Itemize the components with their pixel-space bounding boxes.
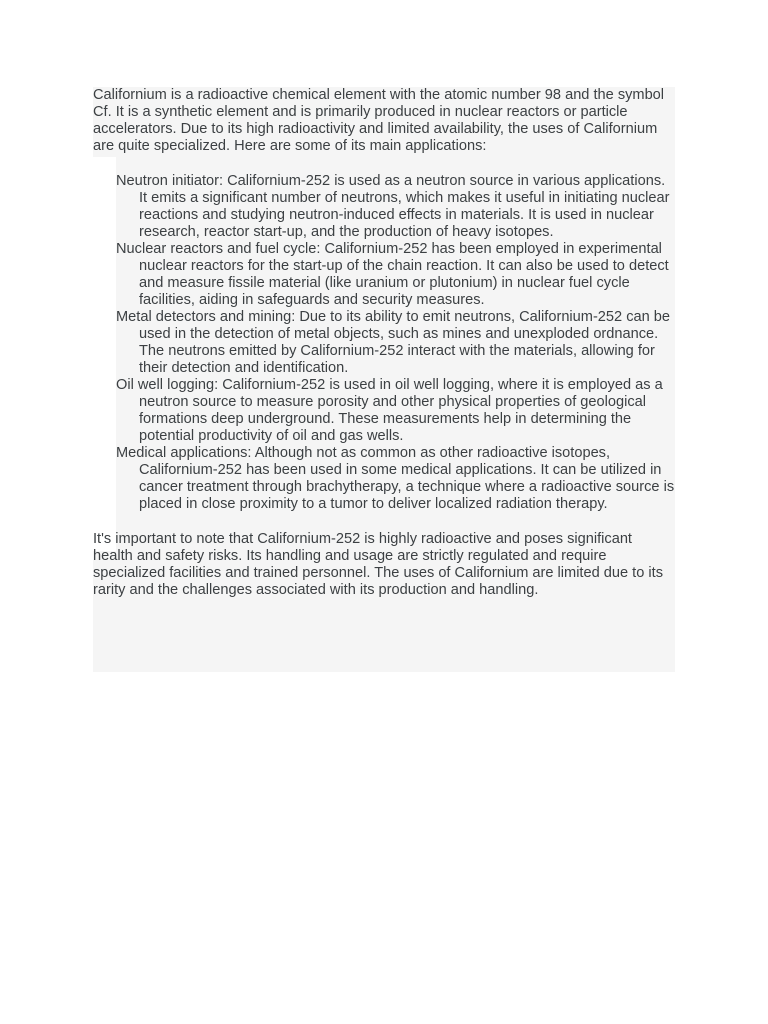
intro-paragraph: Californium is a radioactive chemical element with the atomic number 98 and the symbol Cf. It is a synthetic element and is primarily produced in nuclear reactors or particle accelerators. Due to its high radioactivity and limited availability, the uses of Californium are quite specialized. Here are some of its main applications: (93, 87, 665, 154)
document-body (93, 87, 675, 672)
text-content (93, 87, 675, 599)
applications-list (93, 173, 675, 513)
list-item-medical-applications: Medical applications: Although not as common as other radioactive isotopes, Californium-252 has been used in some medical applications. It can be utilized in cancer treatment through brachytherapy, a technique where a radioactive source is placed in close proximity to a tumor to deliver localized radiation therapy. (116, 445, 675, 512)
list-item-nuclear-reactors: Nuclear reactors and fuel cycle: Californium-252 has been employed in experimental nuclear reactors for the start-up of the chain reaction. It can also be used to detect and measure fissile material (like uranium or plutonium) in nuclear fuel cycle facilities, aiding in safeguards and security measures. (116, 241, 669, 308)
conclusion-paragraph: It's important to note that Californium-252 is highly radioactive and poses significant health and safety risks. Its handling and usage are strictly regulated and require specialized facilities and trained personnel. The uses of Californium are limited due to its rarity and the challenges associated with its production and handling. (93, 531, 663, 598)
list-item-metal-detectors: Metal detectors and mining: Due to its ability to emit neutrons, Californium-252 can be used in the detection of metal objects, such as mines and unexploded ordnance. The neutrons emitted by Californium-252 interact with the materials, allowing for their detection and identification. (116, 309, 671, 376)
list-item-neutron-initiator: Neutron initiator: Californium-252 is used as a neutron source in various applications. It emits a significant number of neutrons, which makes it useful in initiating nuclear reactions and studying neutron-induced effects in materials. It is used in nuclear research, reactor start-up, and the production of heavy isotopes. (116, 173, 670, 240)
list-item-oil-well-logging: Oil well logging: Californium-252 is used in oil well logging, where it is employed as a neutron source to measure porosity and other physical properties of geological formations deep underground. These measurements help in determining the potential productivity of oil and gas wells. (116, 377, 663, 444)
